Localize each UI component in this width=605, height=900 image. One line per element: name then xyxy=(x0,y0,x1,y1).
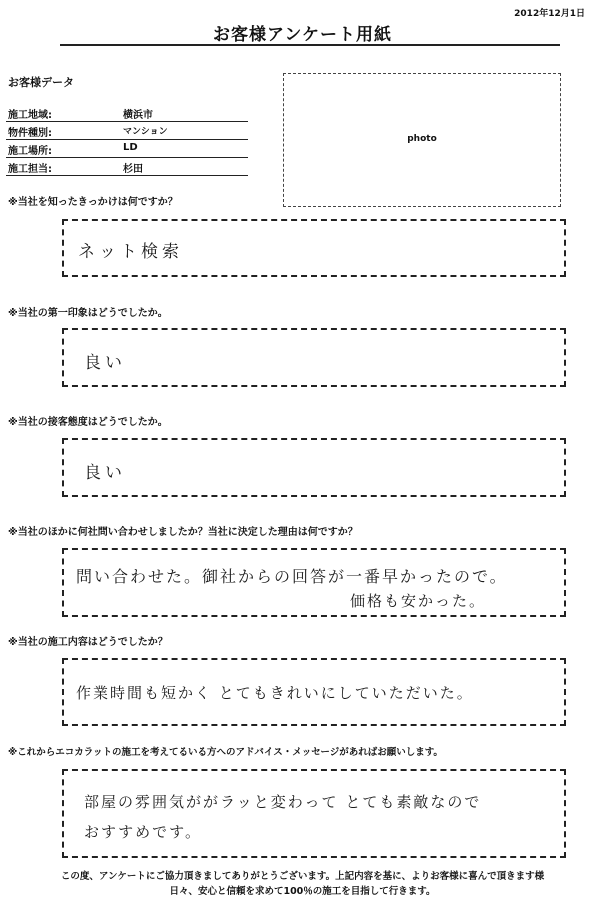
info-row-staff xyxy=(6,158,248,176)
question-6: ※これからエコカラットの施工を考えてるいる方へのアドバイス・メッセージがあればお願いします。 xyxy=(8,747,443,758)
answer-text: おすすめです。 xyxy=(84,823,202,841)
answer-text: 問い合わせた。御社からの回答が一番早かったので。 xyxy=(76,567,508,586)
question-2: ※当社の第一印象はどうでしたか。 xyxy=(8,308,168,319)
info-row-property-type xyxy=(6,122,248,140)
answer-text: 良い xyxy=(84,463,126,483)
footer-note xyxy=(0,869,605,899)
answer-text: 価格も安かった。 xyxy=(350,592,487,610)
answer-box-2 xyxy=(62,328,566,387)
question-4: ※当社のほかに何社問い合わせしましたか？当社に決定した理由は何ですか？ xyxy=(8,527,358,538)
info-label: 施工地域: xyxy=(8,110,52,121)
info-row-area xyxy=(6,104,248,122)
answer-box-3 xyxy=(62,438,566,497)
answer-text: 良い xyxy=(84,353,126,373)
info-value: マンション xyxy=(123,127,168,137)
photo-label: photo xyxy=(407,134,437,144)
answer-box-6 xyxy=(62,769,566,858)
info-label: 施工場所: xyxy=(8,146,52,157)
photo-placeholder xyxy=(283,73,561,207)
info-value: 杉田 xyxy=(123,164,143,175)
question-3: ※当社の接客態度はどうでしたか。 xyxy=(8,417,168,428)
answer-box-5 xyxy=(62,658,566,726)
info-label: 物件種別: xyxy=(8,128,52,139)
info-value: 横浜市 xyxy=(123,110,153,121)
footer-line-2: 日々、安心と信頼を求めて100％の施工を目指して行きます。 xyxy=(169,886,436,897)
answer-text: 作業時間も短かく とてもきれいにしていただいた。 xyxy=(76,684,474,702)
answer-box-4 xyxy=(62,548,566,617)
title-underline xyxy=(60,44,560,46)
answer-box-1 xyxy=(62,219,566,277)
customer-data-heading: お客様データ xyxy=(8,76,74,89)
answer-text: ネット検索 xyxy=(78,242,183,262)
question-5: ※当社の施工内容はどうでしたか？ xyxy=(8,637,168,648)
info-row-location xyxy=(6,140,248,158)
question-1: ※当社を知ったきっかけは何ですか？ xyxy=(8,197,178,208)
date: 2012年12月1日 xyxy=(514,9,585,19)
answer-text: 部屋の雰囲気ががラッと変わって とても素敵なので xyxy=(84,793,482,811)
info-value: LD xyxy=(123,142,138,153)
info-label: 施工担当: xyxy=(8,164,52,175)
page-title: お客様アンケート用紙 xyxy=(213,25,392,45)
footer-line-1: この度、アンケートにご協力頂きましてありがとうございます。上記内容を基に、よりお客様に喜んで頂きます様 xyxy=(60,871,545,882)
